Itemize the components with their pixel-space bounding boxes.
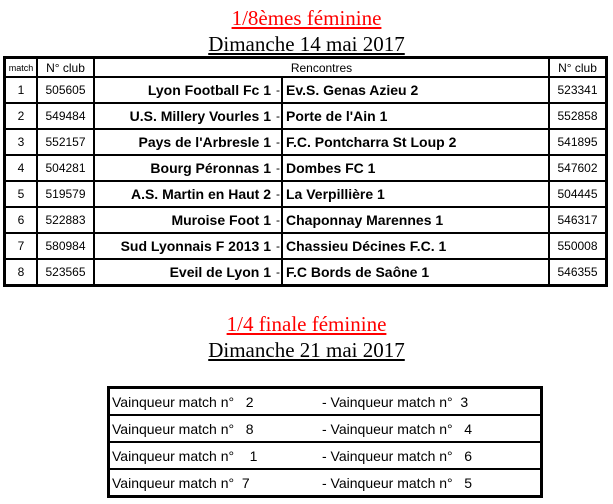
round1-title: 1/8èmes féminine [231,6,382,30]
round1-date: Dimanche 14 mai 2017 [208,32,405,56]
header-match: match [5,58,38,78]
dash: - [275,233,282,259]
away-team: La Verpillière 1 [282,181,549,207]
away-team: Chaponnay Marennes 1 [282,207,549,233]
table-row [109,442,542,469]
table-row [5,155,607,181]
club-away-number: 541895 [549,129,607,155]
match-number: 1 [5,77,38,103]
table-row [5,103,607,129]
winner-left: Vainqueur match n° 1 [109,442,323,469]
table-row [5,233,607,259]
match-number: 2 [5,103,38,129]
dash: - [275,129,282,155]
home-team: Bourg Péronnas 1 [94,155,275,181]
home-team: Sud Lyonnais F 2013 1 [94,233,275,259]
club-home-number: 552157 [37,129,94,155]
winner-right: - Vainqueur match n° 6 [322,442,542,469]
dash: - [275,77,282,103]
table-row [5,129,607,155]
round2-table [107,386,543,498]
home-team: Lyon Football Fc 1 [94,77,275,103]
round2-date: Dimanche 21 mai 2017 [208,338,405,362]
club-away-number: 547602 [549,155,607,181]
winner-right: - Vainqueur match n° 3 [322,388,542,416]
match-number: 7 [5,233,38,259]
round2-title: 1/4 finale féminine [226,312,387,336]
away-team: Porte de l'Ain 1 [282,103,549,129]
club-away-number: 550008 [549,233,607,259]
dash: - [275,181,282,207]
club-home-number: 522883 [37,207,94,233]
winner-right: - Vainqueur match n° 5 [322,469,542,497]
winner-left: Vainqueur match n° 7 [109,469,323,497]
dash: - [275,207,282,233]
winner-left: Vainqueur match n° 2 [109,388,323,416]
table-row [5,259,607,286]
home-team: Muroise Foot 1 [94,207,275,233]
home-team: Pays de l'Arbresle 1 [94,129,275,155]
club-home-number: 523565 [37,259,94,286]
club-home-number: 504281 [37,155,94,181]
table-row [5,181,607,207]
away-team: Chassieu Décines F.C. 1 [282,233,549,259]
match-number: 8 [5,259,38,286]
table-header [5,58,607,78]
away-team: F.C. Pontcharra St Loup 2 [282,129,549,155]
winner-left: Vainqueur match n° 8 [109,415,323,442]
dash: - [275,259,282,286]
table-row [5,207,607,233]
header-club-home: N° club [37,58,94,78]
home-team: A.S. Martin en Haut 2 [94,181,275,207]
club-home-number: 519579 [37,181,94,207]
round1-table [3,56,608,287]
match-number: 6 [5,207,38,233]
club-home-number: 549484 [37,103,94,129]
match-number: 5 [5,181,38,207]
header-rencontres: Rencontres [94,58,549,78]
winner-right: - Vainqueur match n° 4 [322,415,542,442]
table-row [109,388,542,416]
away-team: Ev.S. Genas Azieu 2 [282,77,549,103]
away-team: Dombes FC 1 [282,155,549,181]
home-team: U.S. Millery Vourles 1 [94,103,275,129]
club-away-number: 546317 [549,207,607,233]
table-row [109,415,542,442]
away-team: F.C Bords de Saône 1 [282,259,549,286]
header-club-away: N° club [549,58,607,78]
table-row [5,77,607,103]
club-away-number: 504445 [549,181,607,207]
club-away-number: 523341 [549,77,607,103]
dash: - [275,155,282,181]
match-number: 4 [5,155,38,181]
club-away-number: 552858 [549,103,607,129]
table-row [109,469,542,497]
home-team: Eveil de Lyon 1 [94,259,275,286]
club-away-number: 546355 [549,259,607,286]
club-home-number: 580984 [37,233,94,259]
club-home-number: 505605 [37,77,94,103]
dash: - [275,103,282,129]
match-number: 3 [5,129,38,155]
